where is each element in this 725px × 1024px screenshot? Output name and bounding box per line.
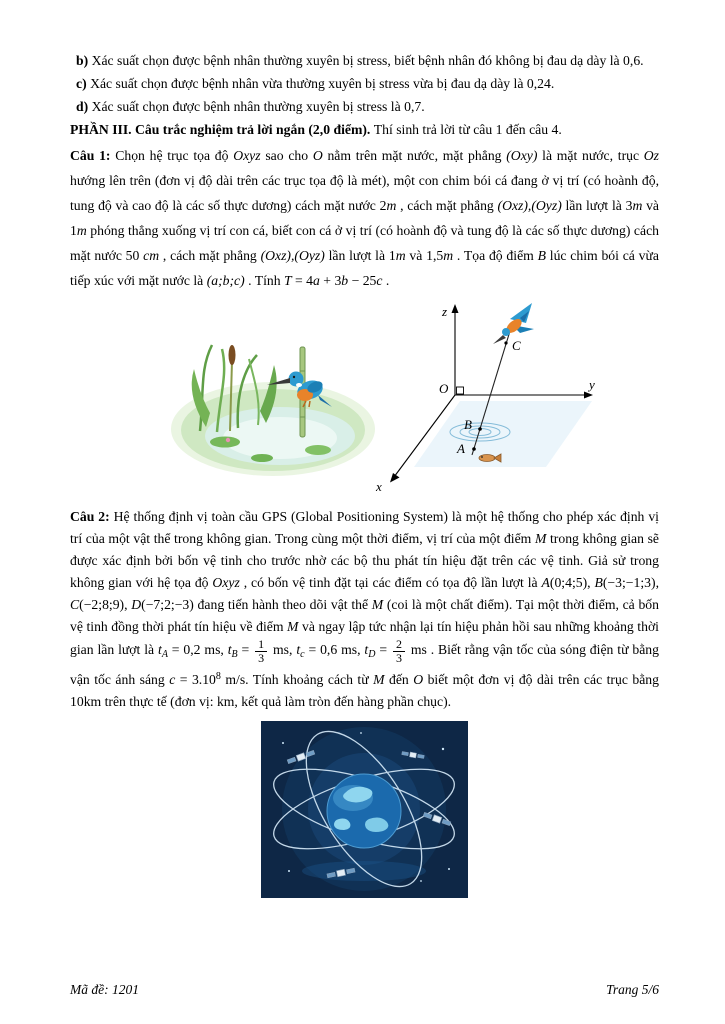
point-label-c: C xyxy=(512,338,521,353)
figure2-illustration xyxy=(261,721,468,898)
question-1: Câu 1: Chọn hệ trục tọa độ Oxyz sao cho O nằm trên mặt nước, mặt phẳng (Oxy) là mặt nước, trục Oz hướng lên trên (đơn vị độ dài trên các trục tọa độ là mét), một con chim bói cá đang ở vị trí (có hoành độ, tung độ và cao độ là các số thực dương) cách mặt nước 2m , cách mặt phẳng (Oxz),(Oyz) lần lượt là 3m và 1m phóng thẳng xuống vị trí con cá, biết con cá ở vị trí (có hoành độ và tung độ là các số thực dương) cách mặt nước 50 cm , cách mặt phẳng (Oxz),(Oyz) lần lượt là 1m và 1,5m . Tọa độ điểm B lúc chim bói cá vừa tiếp xúc với mặt nước là (a;b;c) . Tính T = 4a + 3b − 25c . xyxy=(70,148,660,288)
figure-kingfisher-coordinates xyxy=(170,299,600,494)
pond-scene xyxy=(171,345,375,476)
exam-code: Mã đề: 1201 xyxy=(70,982,139,997)
axis-label-z: z xyxy=(442,304,448,319)
point-label-a: A xyxy=(457,441,465,456)
figure-gps-satellites xyxy=(261,721,468,898)
page-footer xyxy=(70,982,659,998)
question-2: Câu 2: Hệ thống định vị toàn cầu GPS (Global Positioning System) là một hệ thống cho phép xác định vị trí của một vật thể trong không gian. Trong cùng một thời điểm, vị trí của một điểm M trong không gian sẽ được xác định bởi bốn vệ tinh cho trước nhờ các bộ thu phát tín hiệu đặt trên các vệ tinh. Giả sử trong không gian với hệ tọa độ Oxyz , có bốn vệ tinh đặt tại các điểm có tọa độ lần lượt là A(0;4;5), B(−3;−1;3), C(−2;8;9), D(−7;2;−3) đang tiến hành theo dõi vật thể M (coi là một chất điểm). Tại một thời điểm, cả bốn vệ tinh đồng thời phát tín hiệu về điểm M và ngay lập tức nhận lại tín hiệu phản hồi sau những khoảng thời gian lần lượt là $t_A = 0,2$ ms, $t_B$ = $\frac{1}{3}$ ms, $t_c = 0,6$ ms, $t_D$ = $\frac{2}{3}$ ms . Biết rằng vận tốc của sóng điện từ bằng vận tốc ánh sáng $c = 3.10^8$ m/s. Tính khoảng cách từ M đến O biết một đơn vị độ dài trên các trục bằng 10km trên thực tế (đơn vị: km, kết quả làm tròn đến hàng phần chục). xyxy=(70,509,659,710)
figure1-illustration xyxy=(170,299,600,494)
page-number: Trang 5/6 xyxy=(606,982,659,997)
part3-heading: PHẦN III. Câu trắc nghiệm trả lời ngắn (2,0 điểm). Thí sinh trả lời từ câu 1 đến câu 4. xyxy=(70,122,562,137)
earth-globe xyxy=(327,774,401,848)
statement-c: c) Xác suất chọn được bệnh nhân vừa thường xuyên bị stress vừa bị đau dạ dày là 0,24. xyxy=(76,76,555,91)
point-label-b: B xyxy=(464,417,472,432)
axis-label-x: x xyxy=(376,479,382,494)
statement-d: d) Xác suất chọn được bệnh nhân thường xuyên bị stress là 0,7. xyxy=(76,99,425,114)
origin-label: O xyxy=(439,381,449,396)
coordinate-system xyxy=(375,303,595,494)
axis-label-y: y xyxy=(589,377,595,392)
statement-b: b) Xác suất chọn được bệnh nhân thường xuyên bị stress, biết bệnh nhân đó không bị đau dạ dày là 0,6. xyxy=(76,53,644,68)
